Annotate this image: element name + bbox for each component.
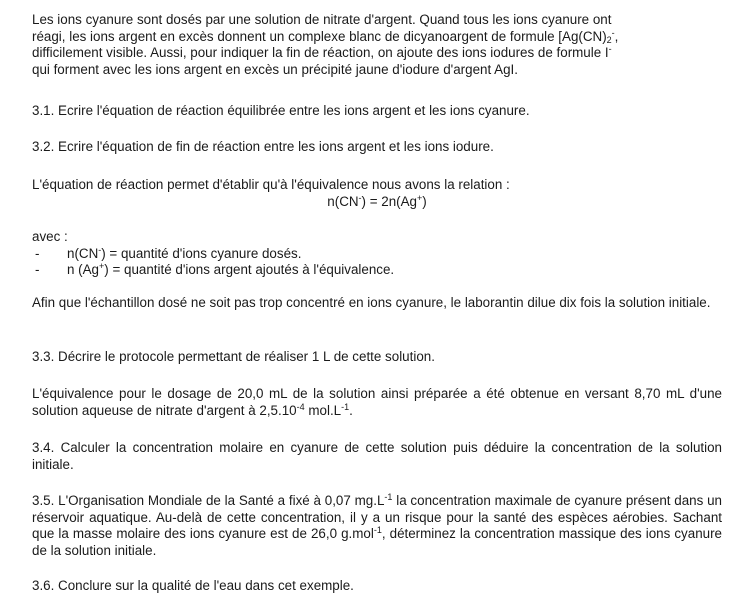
list-dash: - [35, 262, 40, 277]
question-3-3: 3.3. Décrire le protocole permettant de réaliser 1 L de cette solution. [32, 349, 435, 364]
avec-block [32, 229, 722, 279]
question-3-4: 3.4. Calculer la concentration molaire en cyanure de cette solution puis déduire la concentration de la solution initiale. [32, 440, 722, 472]
intro-line-2: réagi, les ions argent en excès donnent un complexe blanc de dicyanoargent de formule [$Ag(CN)_2^-$, [32, 27, 619, 45]
intro-line-1: Les ions cyanure sont dosés par une solution de nitrate d'argent. Quand tous les ions cyanure ont [32, 12, 612, 27]
relation-block [32, 177, 722, 210]
question-3-6: 3.6. Conclure sur la qualité de l'eau dans cet exemple. [32, 578, 354, 593]
list-item: - n (Ag+) = quantité d'ions argent ajoutés à l'équivalence. [32, 262, 722, 279]
avec-label: avec : [32, 229, 68, 244]
list-item: - n(CN-) = quantité d'ions cyanure dosés. [32, 246, 722, 263]
relation-equation: n(CN-) = 2n(Ag+) [327, 192, 427, 209]
relation-intro: L'équation de réaction permet d'établir qu'à l'équivalence nous avons la relation : [32, 177, 510, 192]
intro-line-3: difficilement visible. Aussi, pour indiquer la fin de réaction, on ajoute des ions iodures de formule I- [32, 44, 612, 60]
equivalence-paragraph: L'équivalence pour le dosage de 20,0 mL de la solution ainsi préparée a été obtenue en versant 8,70 mL d'une solution aqueuse de nitrate d'argent à $2,5.10^{-4}$ $mol.L^{-1}$. [32, 386, 722, 418]
list-dash: - [35, 245, 40, 261]
intro-line-4: qui forment avec les ions argent en excès un précipité jaune d'iodure d'argent AgI. [32, 61, 518, 77]
dilution-paragraph: Afin que l'échantillon dosé ne soit pas trop concentré en ions cyanure, le laborantin dilue dix fois la solution initiale. [32, 295, 711, 310]
question-3-1: 3.1. Ecrire l'équation de réaction équilibrée entre les ions argent et les ions cyanure. [32, 103, 530, 118]
question-3-5: 3.5. L'Organisation Mondiale de la Santé a fixé à 0,07 $mg.L^{-1}$ la concentration maximale de cyanure présent dans un réservoir aquatique. Au-delà de cette concentration, il y a un risque pour la santé des espèces aérobies. Sachant que la masse molaire des ions cyanure est de 26,0 g.mol$^{-1}$, déterminez la concentration massique des ions cyanure de la solution initiale. [32, 492, 722, 558]
intro-paragraph [32, 12, 722, 78]
question-3-2: 3.2. Ecrire l'équation de fin de réaction entre les ions argent et les ions iodure. [32, 139, 494, 154]
